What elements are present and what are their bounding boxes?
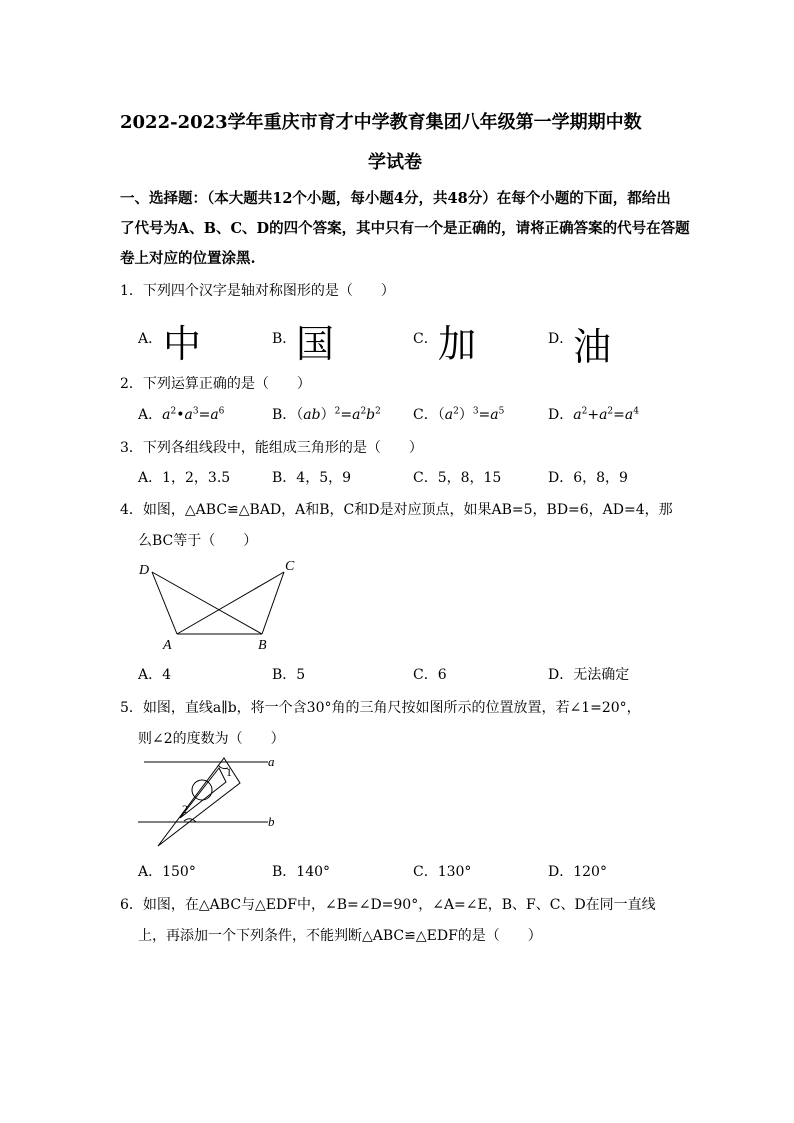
- q5-option-b: B．140°: [272, 864, 331, 880]
- q1-option-d-char: 油: [573, 325, 612, 369]
- q2-option-b-label: B．: [272, 407, 297, 423]
- q5-label-line-a: a: [268, 754, 275, 769]
- q2-option-c-formula: $(a^2)^3=a^5$: [437, 406, 505, 423]
- q1-stem: 1．下列四个汉字是轴对称图形的是（ ）: [120, 283, 395, 299]
- q6-stem-line2: 上，再添加一个下列条件，不能判断△ABC≌△EDF的是（ ）: [138, 928, 542, 944]
- q2-option-c: [413, 404, 504, 424]
- q5-stem-line2: 则∠2的度数为（ ）: [138, 731, 285, 747]
- q3-option-c: C．5，8，15: [413, 470, 502, 486]
- q5-option-d: D．120°: [548, 864, 607, 880]
- q5-stem-line1: 5．如图，直线a∥b，将一个含30°角的三角尺按如图所示的位置放置，若∠1=20°，: [120, 700, 641, 716]
- q4-option-a: A．4: [138, 667, 172, 683]
- q1-option-a-char: 中: [163, 322, 202, 366]
- q5-option-a: A．150°: [138, 864, 196, 880]
- q2-option-a-formula: $a^2•a^3=a^6$: [162, 406, 225, 423]
- q4-option-c: C．6: [413, 667, 447, 683]
- q5-label-line-b: b: [268, 814, 275, 829]
- q1-option-d-label: D．: [548, 331, 574, 347]
- q4-label-c: C: [285, 559, 295, 574]
- q2-option-a-label: A．: [138, 407, 163, 423]
- q2-option-a: [138, 404, 224, 424]
- q4-option-b: B．5: [272, 667, 306, 683]
- q4-label-a: A: [163, 638, 172, 653]
- page-title-line2: 学试卷: [368, 152, 422, 173]
- q2-option-d-label: D．: [548, 407, 574, 423]
- q5-label-angle1: 1: [226, 765, 232, 779]
- q2-option-d: [548, 404, 639, 424]
- q4-stem-line2: 么BC等于（ ）: [138, 533, 258, 549]
- q1-option-c-char: 加: [438, 322, 477, 366]
- q4-label-b: B: [258, 638, 267, 653]
- q2-stem: 2．下列运算正确的是（ ）: [120, 376, 311, 392]
- q6-stem-line1: 6．如图，在△ABC与△EDF中，∠B=∠D=90°，∠A=∠E，B、F、C、D在同一直线: [120, 897, 656, 913]
- q2-option-b: [272, 404, 381, 424]
- q4-segment-da: [152, 572, 177, 634]
- page-title-line1: 2022-2023学年重庆市育才中学教育集团八年级第一学期期中数: [120, 112, 642, 133]
- section-heading-line3: 卷上对应的位置涂黑.: [120, 250, 256, 267]
- q4-figure: [130, 556, 310, 656]
- section-heading-line2: 了代号为A、B、C、D的四个答案，其中只有一个是正确的，请将正确答案的代号在答题: [120, 220, 690, 237]
- q1-option-b-char: 国: [296, 322, 335, 366]
- q3-option-b: B．4，5，9: [272, 470, 352, 486]
- q2-option-b-formula: $(ab)^2=a^2b^2$: [296, 406, 381, 423]
- q2-option-d-formula: $a^2+a^2=a^4$: [573, 406, 639, 423]
- q4-label-d: D: [139, 563, 150, 578]
- q1-option-a-label: A．: [138, 331, 163, 347]
- q3-stem: 3．下列各组线段中，能组成三角形的是（ ）: [120, 440, 423, 456]
- q4-segment-db: [152, 572, 262, 634]
- section-heading-line1: 一、选择题：（本大题共12个小题，每小题4分，共48分）在每个小题的下面，都给出: [120, 190, 671, 207]
- q5-figure: [130, 752, 290, 852]
- q1-option-c-label: C．: [413, 331, 438, 347]
- q4-segment-bc: [262, 572, 284, 634]
- q2-option-c-label: C．: [413, 407, 438, 423]
- q3-option-a: A．1，2，3.5: [138, 470, 231, 486]
- q5-label-angle2: 2: [182, 802, 188, 816]
- q4-option-d: D．无法确定: [548, 667, 630, 683]
- q4-segment-ac: [177, 572, 284, 634]
- q4-stem-line1: 4．如图，△ABC≌△BAD，A和B，C和D是对应顶点，如果AB=5，BD=6，AD=4，那: [120, 502, 673, 518]
- q5-option-c: C．130°: [413, 864, 472, 880]
- q1-option-b-label: B．: [272, 331, 297, 347]
- q3-option-d: D．6，8，9: [548, 470, 628, 486]
